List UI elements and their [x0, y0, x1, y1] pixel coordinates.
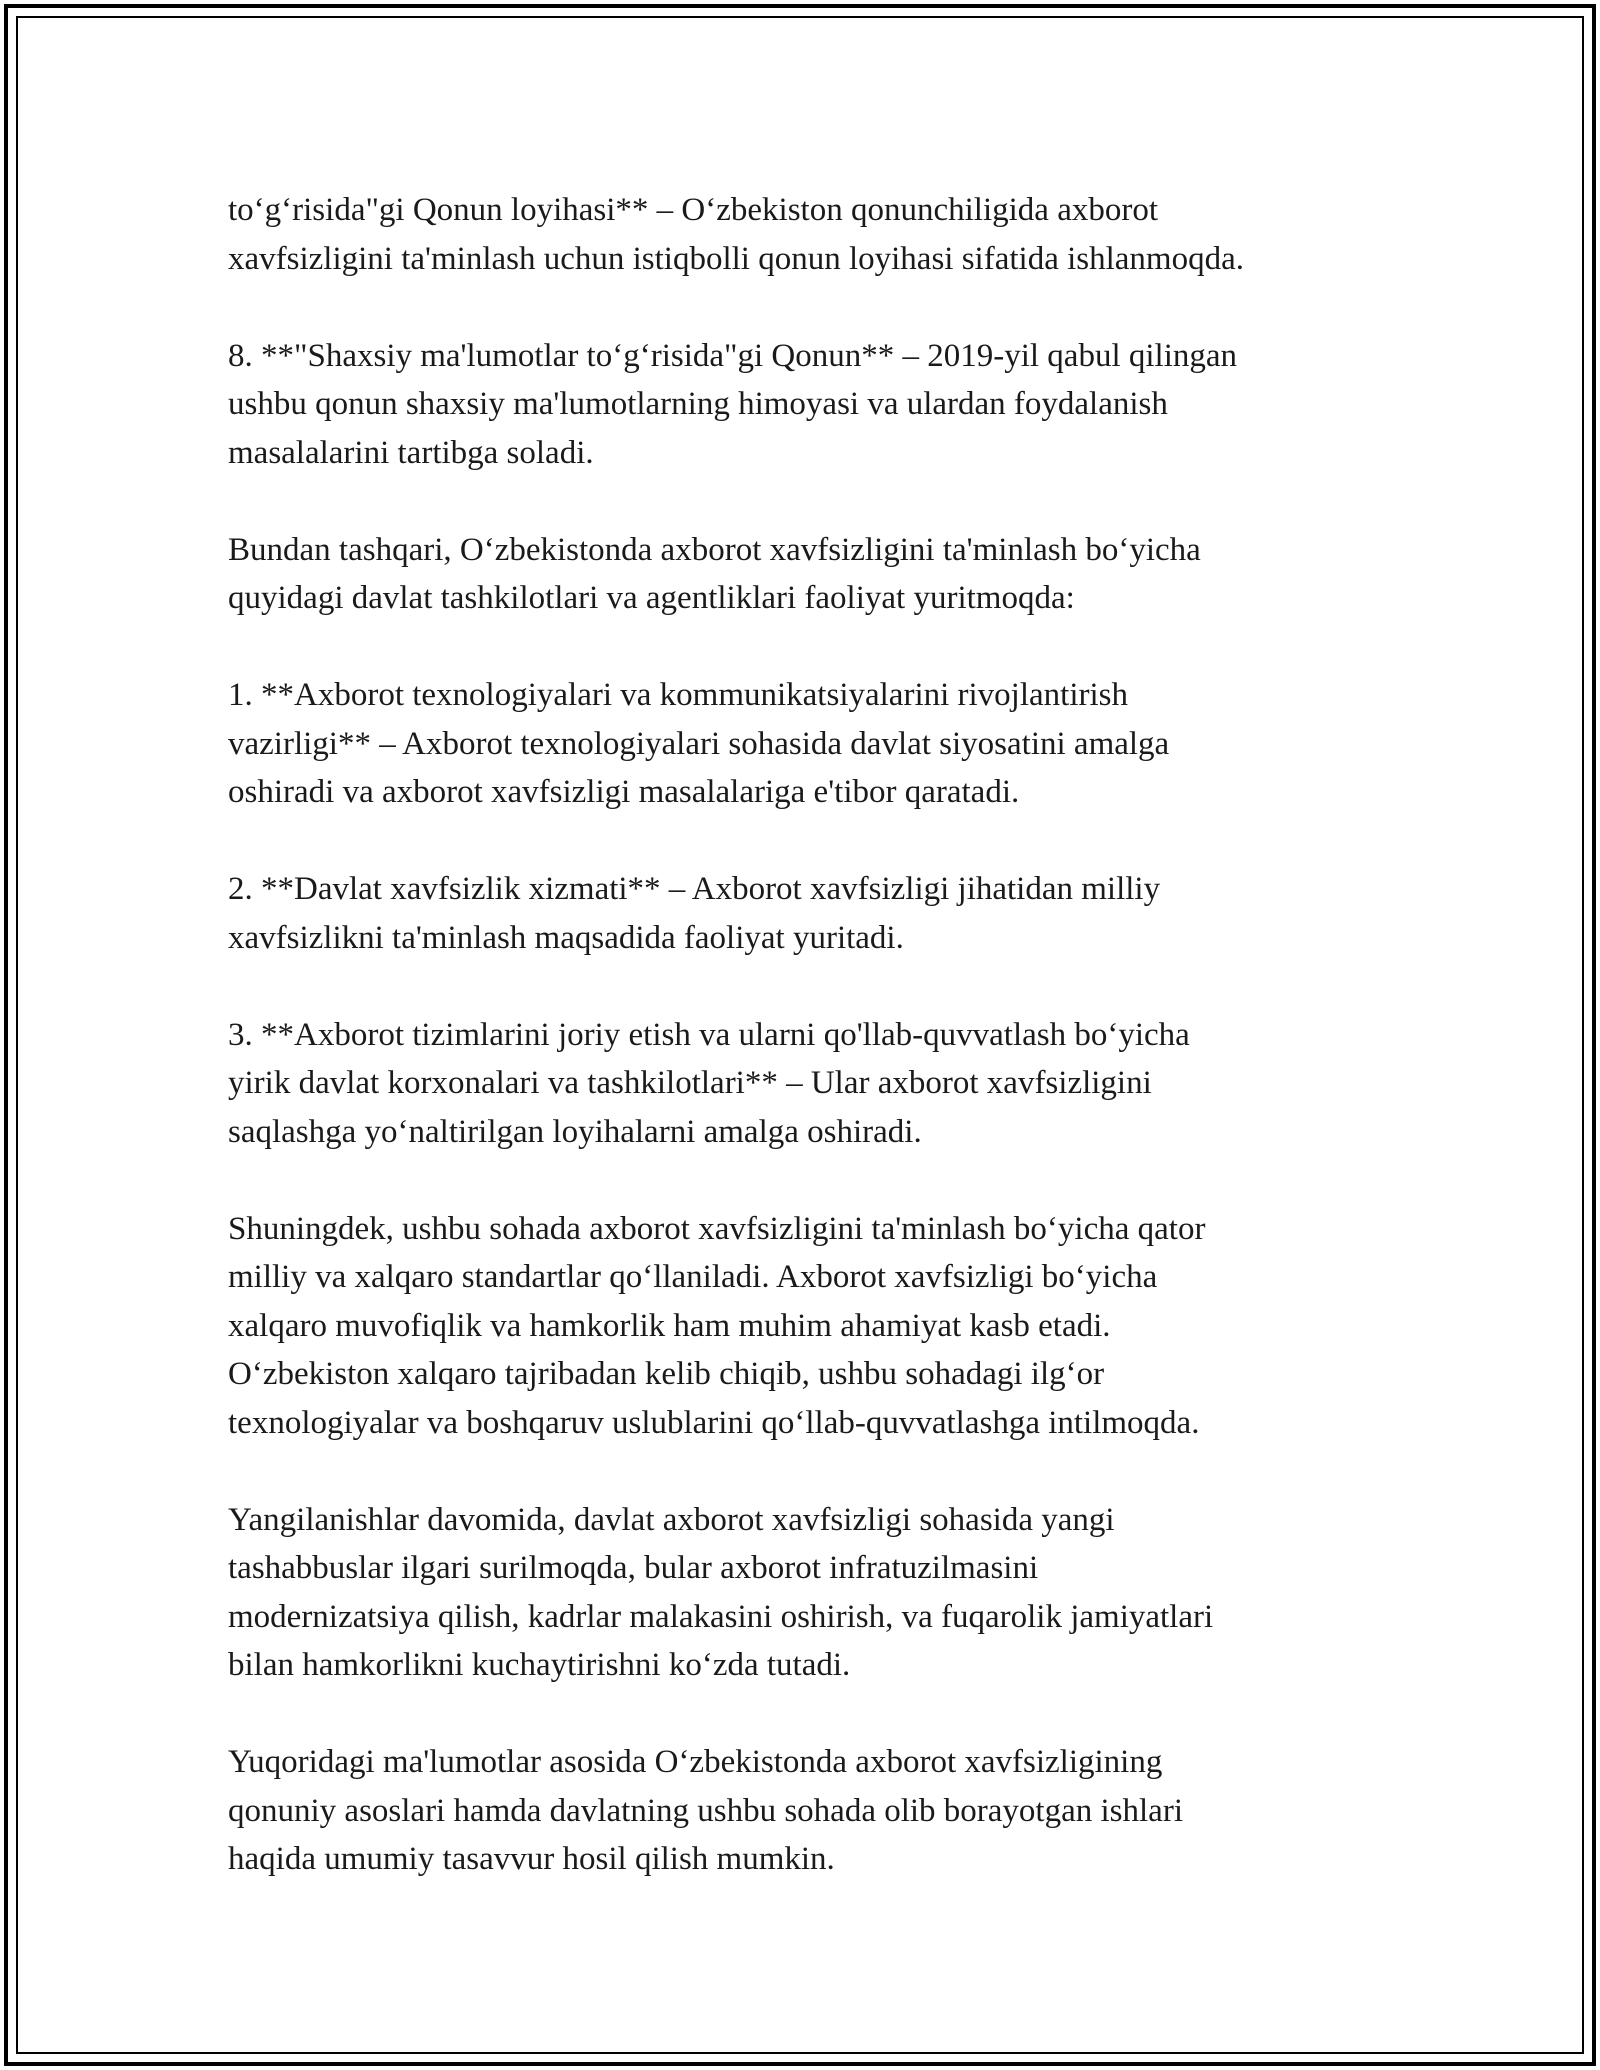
paragraph-it-ministry: 1. **Axborot texnologiyalari va kommunikatsiyalarini rivojlantirish vazirligi** – Axborot texnologiyalari sohasida davlat siyosatini amalga oshiradi va axborot xavfsizligi masalalariga e'tibor qaratadi.: [228, 677, 1170, 810]
paragraph-state-enterprises: 3. **Axborot tizimlarini joriy etish va ularni qo'llab-quvvatlash bo‘yicha yirik davlat korxonalari va tashkilotlari** – Ular axborot xavfsizligini saqlashga yo‘naltirilgan loyihalarni amalga oshiradi.: [228, 1016, 1190, 1150]
paragraph-updates: Yangilanishlar davomida, davlat axborot xavfsizligi sohasida yangi tashabbuslar ilgari surilmoqda, bular axborot infratuzilmasini modernizatsiya qilish, kadrlar malakasini oshirish, va fuqarolik jamiyatlari bilan hamkorlikni kuchaytirishni ko‘zda tutadi.: [228, 1501, 1214, 1683]
paragraph-conclusion: Yuqoridagi ma'lumotlar asosida O‘zbekistonda axborot xavfsizligining qonuniy asoslari hamda davlatning ushbu sohada olib borayotgan ishlari haqida umumiy tasavvur hosil qilish mumkin.: [228, 1744, 1183, 1877]
document-body: [228, 186, 1408, 1884]
paragraph-security-service: 2. **Davlat xavfsizlik xizmati** – Axborot xavfsizligi jihatidan milliy xavfsizlikni ta'minlash maqsadida faoliyat yuritadi.: [228, 871, 1161, 956]
paragraph-standards: Shuningdek, ushbu sohada axborot xavfsizligini ta'minlash bo‘yicha qator milliy va xalqaro standartlar qo‘llaniladi. Axborot xavfsizligi bo‘yicha xalqaro muvofiqlik va hamkorlik ham muhim ahamiyat kasb etadi. O‘zbekiston xalqaro tajribadan kelib chiqib, ushbu sohadagi ilg‘or texnologiyalar va boshqaruv uslublarini qo‘llab-quvvatlashga intilmoqda.: [228, 1210, 1206, 1441]
paragraph-organizations-intro: Bundan tashqari, O‘zbekistonda axborot xavfsizligini ta'minlash bo‘yicha quyidagi davlat tashkilotlari va agentliklari faoliyat yuritmoqda:: [228, 531, 1201, 616]
paragraph-law-draft-continuation: to‘g‘risida"gi Qonun loyihasi** – O‘zbekiston qonunchiligida axborot xavfsizligini ta'minlash uchun istiqbolli qonun loyihasi sifatida ishlanmoqda.: [228, 192, 1244, 277]
paragraph-personal-data-law: 8. **"Shaxsiy ma'lumotlar to‘g‘risida"gi Qonun** – 2019-yil qabul qilingan ushbu qonun shaxsiy ma'lumotlarning himoyasi va ulardan foydalanish masalalarini tartibga soladi.: [228, 337, 1238, 471]
